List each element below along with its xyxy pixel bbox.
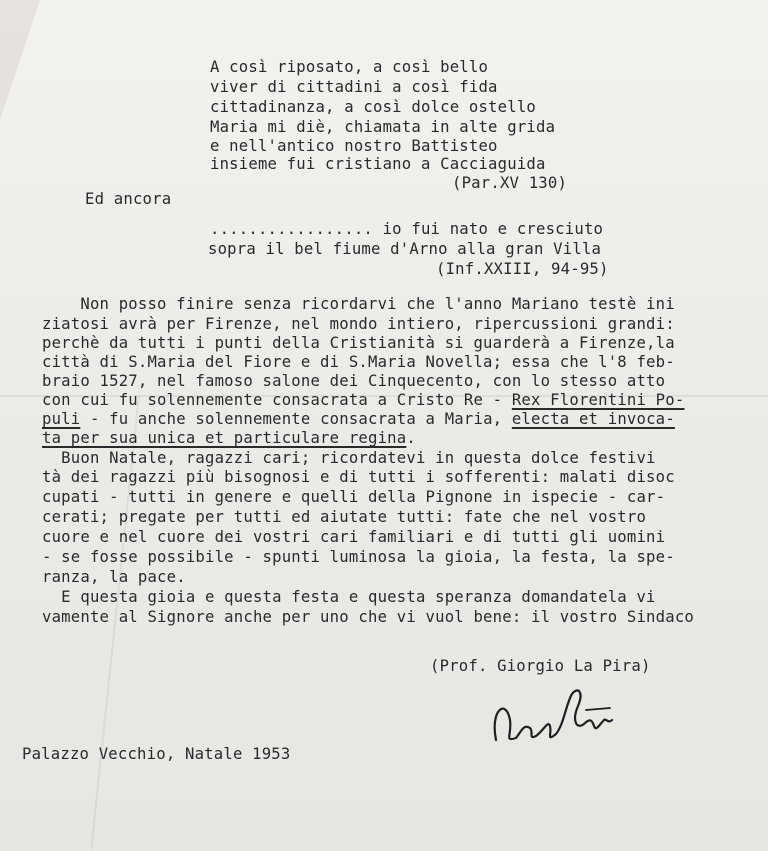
body-line: vamente al Signore anche per uno che vi vuol bene: il vostro Sindaco — [42, 608, 694, 626]
quote-line: ................. io fui nato e cresciuto — [210, 220, 604, 238]
body-line: perchè da tutti i punti della Cristianità si guarderà a Firenze,la — [42, 334, 675, 352]
sender-name: (Prof. Giorgio La Pira) — [430, 657, 651, 675]
quote-line: sopra il bel fiume d'Arno alla gran Villa — [208, 240, 602, 258]
body-line: - se fosse possibile - spunti luminosa la gioia, la festa, la spe- — [42, 548, 675, 566]
body-line — [42, 391, 684, 409]
body-line: Buon Natale, ragazzi cari; ricordatevi in questa dolce festivi — [42, 449, 656, 467]
body-line: cupati - tutti in genere e quelli della Pignone in ispecie - car- — [42, 488, 666, 506]
body-line: cuore e nel cuore dei vostri cari familiari e di tutti gli uomini — [42, 528, 666, 546]
underlined-latin-phrase: puli — [42, 410, 81, 428]
quote-line: cittadinanza, a così dolce ostello — [210, 98, 536, 116]
quote-line: viver di cittadini a così fida — [210, 78, 498, 96]
body-line: cerati; pregate per tutti ed aiutate tutti: fate che nel vostro — [42, 508, 647, 526]
handwritten-signature — [486, 680, 626, 760]
body-text: con cui fu solennemente consacrata a Cristo Re - — [42, 391, 512, 409]
underlined-latin-phrase: ta per sua unica et particulare regina — [42, 429, 407, 447]
body-text: . — [406, 429, 416, 447]
quote-line: Maria mi diè, chiamata in alte grida — [210, 118, 556, 136]
body-line: Non posso finire senza ricordarvi che l'anno Mariano testè ini — [42, 295, 675, 313]
place-date: Palazzo Vecchio, Natale 1953 — [22, 745, 291, 763]
underlined-latin-phrase: Rex Florentini Po- — [511, 391, 685, 409]
transition-text: Ed ancora — [85, 190, 172, 208]
body-line — [42, 429, 416, 447]
quote-citation: (Par.XV 130) — [452, 174, 568, 192]
body-line: ziatosi avrà per Firenze, nel mondo intiero, ripercussioni grandi: — [42, 315, 675, 333]
body-line: ranza, la pace. — [42, 568, 186, 586]
quote-line: insieme fui cristiano a Cacciaguida — [210, 155, 546, 173]
underlined-latin-phrase: electa et invoca- — [511, 410, 675, 428]
body-line: tà dei ragazzi più bisognosi e di tutti i sofferenti: malati disoc — [42, 468, 675, 486]
body-line: braio 1527, nel famoso salone dei Cinquecento, con lo stesso atto — [42, 372, 666, 390]
page-fold — [0, 0, 40, 120]
quote-line: e nell'antico nostro Battisteo — [210, 137, 498, 155]
quote-citation: (Inf.XXIII, 94-95) — [436, 260, 609, 278]
body-line: E questa gioia e questa festa e questa speranza domandatela vi — [42, 588, 656, 606]
body-line — [42, 410, 675, 428]
quote-line: A così riposato, a così bello — [210, 58, 489, 76]
body-text: - fu anche solennemente consacrata a Maria, — [80, 410, 512, 428]
body-line: città di S.Maria del Fiore e di S.Maria Novella; essa che l'8 feb- — [42, 353, 675, 371]
